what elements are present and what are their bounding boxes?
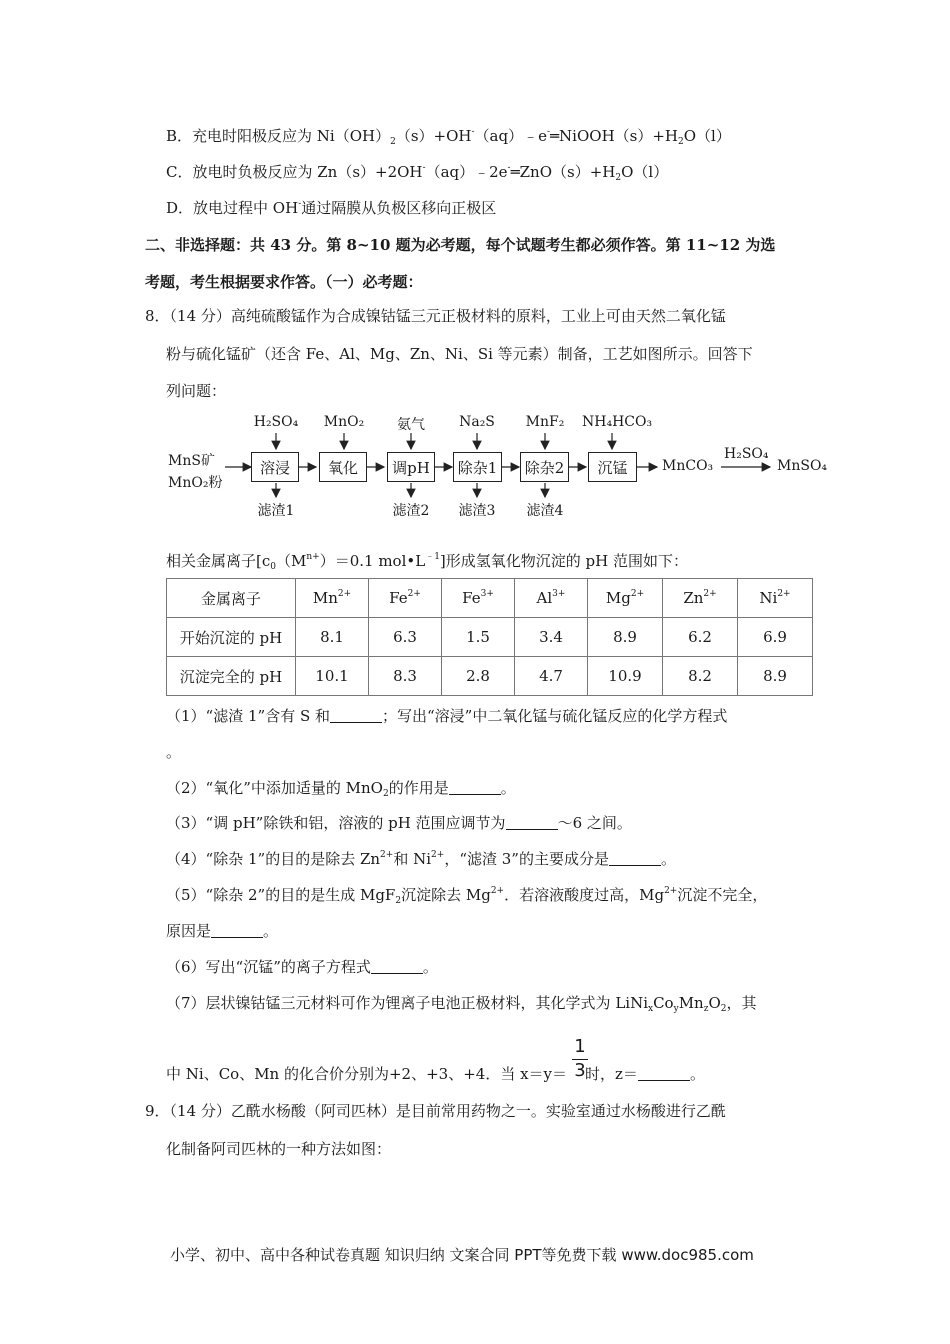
table-row (167, 657, 813, 696)
answer-blank (211, 923, 263, 938)
part-text: Co (653, 994, 674, 1012)
step-box: 除杂1 (453, 452, 502, 482)
table-cell: 6.9 (738, 618, 813, 657)
sup: 2+ (490, 886, 505, 896)
part-text: ～6 之间。 (557, 814, 632, 832)
caption-text: 相关金属离子[c (166, 552, 271, 570)
ion-base: Mn (312, 589, 338, 607)
sup: 3+ (552, 589, 566, 599)
table-cell: 2.8 (442, 657, 515, 696)
part-text: 。 (263, 922, 279, 940)
q8-intro-line3: 列问题： (166, 382, 227, 400)
option-b-text: （s）+OH (395, 127, 472, 145)
table-cell: 6.2 (663, 618, 738, 657)
sub: 0 (270, 562, 276, 572)
flow-input-2: MnO₂粉 (168, 475, 223, 491)
sup: - (422, 163, 426, 173)
sub: x (648, 1004, 654, 1014)
sup: - (471, 127, 475, 137)
ion-base: Al (536, 589, 553, 607)
step-box: 氧化 (319, 452, 367, 482)
table-header-row (167, 579, 813, 618)
answer-blank (609, 851, 661, 866)
caption-text: ]形成氢氧化物沉淀的 pH 范围如下： (439, 552, 688, 570)
flow-input-1: MnS矿 (168, 453, 215, 469)
sup: 2+ (703, 589, 717, 599)
sup: n+ (306, 552, 320, 562)
answer-blank (506, 815, 558, 830)
option-b-text: （aq）﹣e (474, 127, 547, 145)
ion-base: Mg (605, 589, 631, 607)
sub: z (703, 1004, 709, 1014)
sub: y (673, 1004, 679, 1014)
sup: - (507, 163, 511, 173)
reagent-label: 氨气 (397, 417, 425, 433)
q8-intro-line1: 8．（14 分）高纯硫酸锰作为合成镍钴锰三元正极材料的原料，工业上可由天然二氧化锰 (145, 307, 726, 325)
table-cell: 8.3 (369, 657, 442, 696)
option-d-text: D．放电过程中 OH (166, 199, 299, 217)
sup: 2+ (777, 589, 791, 599)
ion-cell (369, 579, 442, 618)
sup: 2+ (380, 850, 394, 860)
ion-cell (442, 579, 515, 618)
ion-base: Fe (462, 589, 481, 607)
sup: - (298, 199, 302, 209)
section-heading-line1: 二、非选择题：共 43 分。第 8~10 题为必考题，每个试题考生都必须作答。第 11~12 为选 (145, 236, 776, 254)
section-heading-line2: 考题，考生根据要求作答。（一）必考题： (145, 273, 423, 291)
part-text: 。 (660, 850, 676, 868)
part-text: 原因是 (166, 922, 212, 940)
table-cell: 6.3 (369, 618, 442, 657)
sub: 2 (390, 137, 396, 147)
ph-table (166, 578, 813, 696)
residue-label: 滤渣1 (257, 503, 295, 519)
ion-base: Ni (759, 589, 778, 607)
part-text: 沉淀除去 Mg (401, 886, 491, 904)
step-box: 调pH (387, 452, 435, 482)
table-cell: 10.9 (588, 657, 663, 696)
flow-arrows (0, 0, 950, 530)
part-text: 。 (422, 958, 438, 976)
part-text: （6）写出“沉锰”的离子方程式 (166, 958, 371, 976)
sub: 2 (395, 896, 402, 906)
ion-cell (588, 579, 663, 618)
part-text: ，“滤渣 3”的主要成分是 (444, 850, 609, 868)
option-d-text: 通过隔膜从负极区移向正极区 (301, 199, 497, 217)
residue-label: 滤渣3 (458, 503, 496, 519)
option-c-text: （aq）﹣2e (425, 163, 508, 181)
part-text: （5）“除杂 2”的目的是生成 MgF (166, 886, 396, 904)
sup: - (546, 127, 551, 137)
sub: 2 (382, 789, 389, 799)
q8-part1 (166, 706, 727, 726)
q8-part4 (166, 849, 676, 869)
caption-text: （M (276, 552, 307, 570)
q9-intro-line2: 化制备阿司匹林的一种方法如图： (166, 1140, 392, 1158)
caption-text: ）＝0.1 mol•L (319, 552, 426, 570)
sub: 2 (678, 137, 684, 147)
reagent-label: Na₂S (459, 414, 495, 430)
q8-part5 (166, 885, 767, 905)
page-footer: 小学、初中、高中各种试卷真题 知识归纳 文案合同 PPT等免费下载 www.doc985.com (170, 1246, 754, 1264)
part-text: ．若溶液酸度过高，Mg (504, 886, 665, 904)
part-text: （4）“除杂 1”的目的是除去 Zn (166, 850, 381, 868)
part-text: 。 (500, 779, 516, 797)
part-text: 。 (689, 1065, 705, 1083)
sub: 2 (615, 173, 622, 183)
q8-part5-cont (166, 921, 278, 941)
ion-base: Fe (389, 589, 408, 607)
reagent-label: MnO₂ (323, 414, 365, 430)
part-text: ，其 (726, 994, 757, 1012)
q8-part7 (166, 993, 757, 1013)
ion-cell (515, 579, 588, 618)
product-mnco3: MnCO₃ (662, 458, 714, 474)
row-label: 开始沉淀的 pH (167, 618, 296, 657)
option-c-text: O（l） (621, 163, 669, 181)
part-text: Mn (678, 994, 704, 1012)
table-cell: 1.5 (442, 618, 515, 657)
option-c-text: ═ZnO（s）+H (510, 163, 616, 181)
fraction-numerator: 1 (574, 1036, 586, 1057)
q8-part2 (166, 778, 516, 798)
ion-cell (738, 579, 813, 618)
part-text: ；写出“溶浸”中二氧化锰与硫化锰反应的化学方程式 (382, 707, 728, 725)
reagent-label: H₂SO₄ (253, 414, 299, 430)
q8-intro-line2: 粉与硫化锰矿（还含 Fe、Al、Mg、Zn、Ni、Si 等元素）制备，工艺如图所示。回答下 (166, 345, 753, 363)
option-c-text: C．放电时负极反应为 Zn（s）+2OH (166, 163, 423, 181)
header-cell: 金属离子 (167, 579, 296, 618)
table-cell: 8.1 (296, 618, 369, 657)
ion-cell (663, 579, 738, 618)
step-box: 除杂2 (520, 452, 569, 482)
residue-label: 滤渣2 (392, 503, 430, 519)
product-mnso4: MnSO₄ (777, 458, 828, 474)
table-cell: 8.2 (663, 657, 738, 696)
reagent-label: NH₄HCO₃ (582, 414, 653, 430)
sup: 2+ (337, 589, 352, 599)
reagent-label: MnF₂ (525, 414, 565, 430)
sup: 2+ (431, 850, 445, 860)
row-label: 沉淀完全的 pH (167, 657, 296, 696)
sup: ﹣1 (425, 552, 440, 562)
sup: 2+ (407, 589, 421, 599)
step-box: 沉锰 (588, 452, 637, 482)
fraction-denominator: 3 (574, 1060, 586, 1081)
table-cell: 10.1 (296, 657, 369, 696)
option-b-text: O（l） (683, 127, 731, 145)
part-text: （7）层状镍钴锰三元材料可作为锂离子电池正极材料，其化学式为 LiNi (166, 994, 648, 1012)
part-text: 的作用是 (388, 779, 449, 797)
table-cell: 8.9 (588, 618, 663, 657)
sub: 2 (720, 1004, 727, 1014)
ion-cell (296, 579, 369, 618)
step-box: 溶浸 (251, 452, 299, 482)
table-cell: 8.9 (738, 657, 813, 696)
q9-intro-line1: 9．（14 分）乙酰水杨酸（阿司匹林）是目前常用药物之一。实验室通过水杨酸进行乙酰 (145, 1102, 726, 1120)
answer-blank (638, 1066, 690, 1081)
table-cell: 3.4 (515, 618, 588, 657)
acid-label: H₂SO₄ (724, 446, 769, 462)
table-row (167, 618, 813, 657)
sup: 2+ (630, 589, 645, 599)
table-cell: 4.7 (515, 657, 588, 696)
table-caption (166, 551, 688, 571)
part-text: 时，z＝ (585, 1065, 638, 1083)
ion-base: Zn (683, 589, 704, 607)
answer-blank (449, 780, 501, 795)
answer-blank (371, 959, 423, 974)
part-text: O (708, 994, 721, 1012)
answer-blank (330, 708, 382, 723)
part-text: 沉淀不完全， (677, 886, 768, 904)
option-b-text: B．充电时阳极反应为 Ni（OH） (166, 127, 391, 145)
part-text: （2）“氧化”中添加适量的 MnO (166, 779, 383, 797)
q8-part1-end: 。 (166, 743, 182, 761)
option-b-text: ═NiOOH（s）+H (550, 127, 678, 145)
q8-part6 (166, 957, 438, 977)
sup: 3+ (480, 589, 494, 599)
sup: 2+ (664, 886, 678, 896)
residue-label: 滤渣4 (526, 503, 564, 519)
part-text: 和 Ni (393, 850, 432, 868)
q8-part7-cont (166, 1064, 705, 1084)
part-text: （1）“滤渣 1”含有 S 和 (166, 707, 331, 725)
part-text: （3）“调 pH”除铁和铝，溶液的 pH 范围应调节为 (166, 814, 506, 832)
q8-part3 (166, 813, 632, 833)
part-text: 中 Ni、Co、Mn 的化合价分别为+2、+3、+4．当 x＝y＝ (166, 1065, 568, 1083)
